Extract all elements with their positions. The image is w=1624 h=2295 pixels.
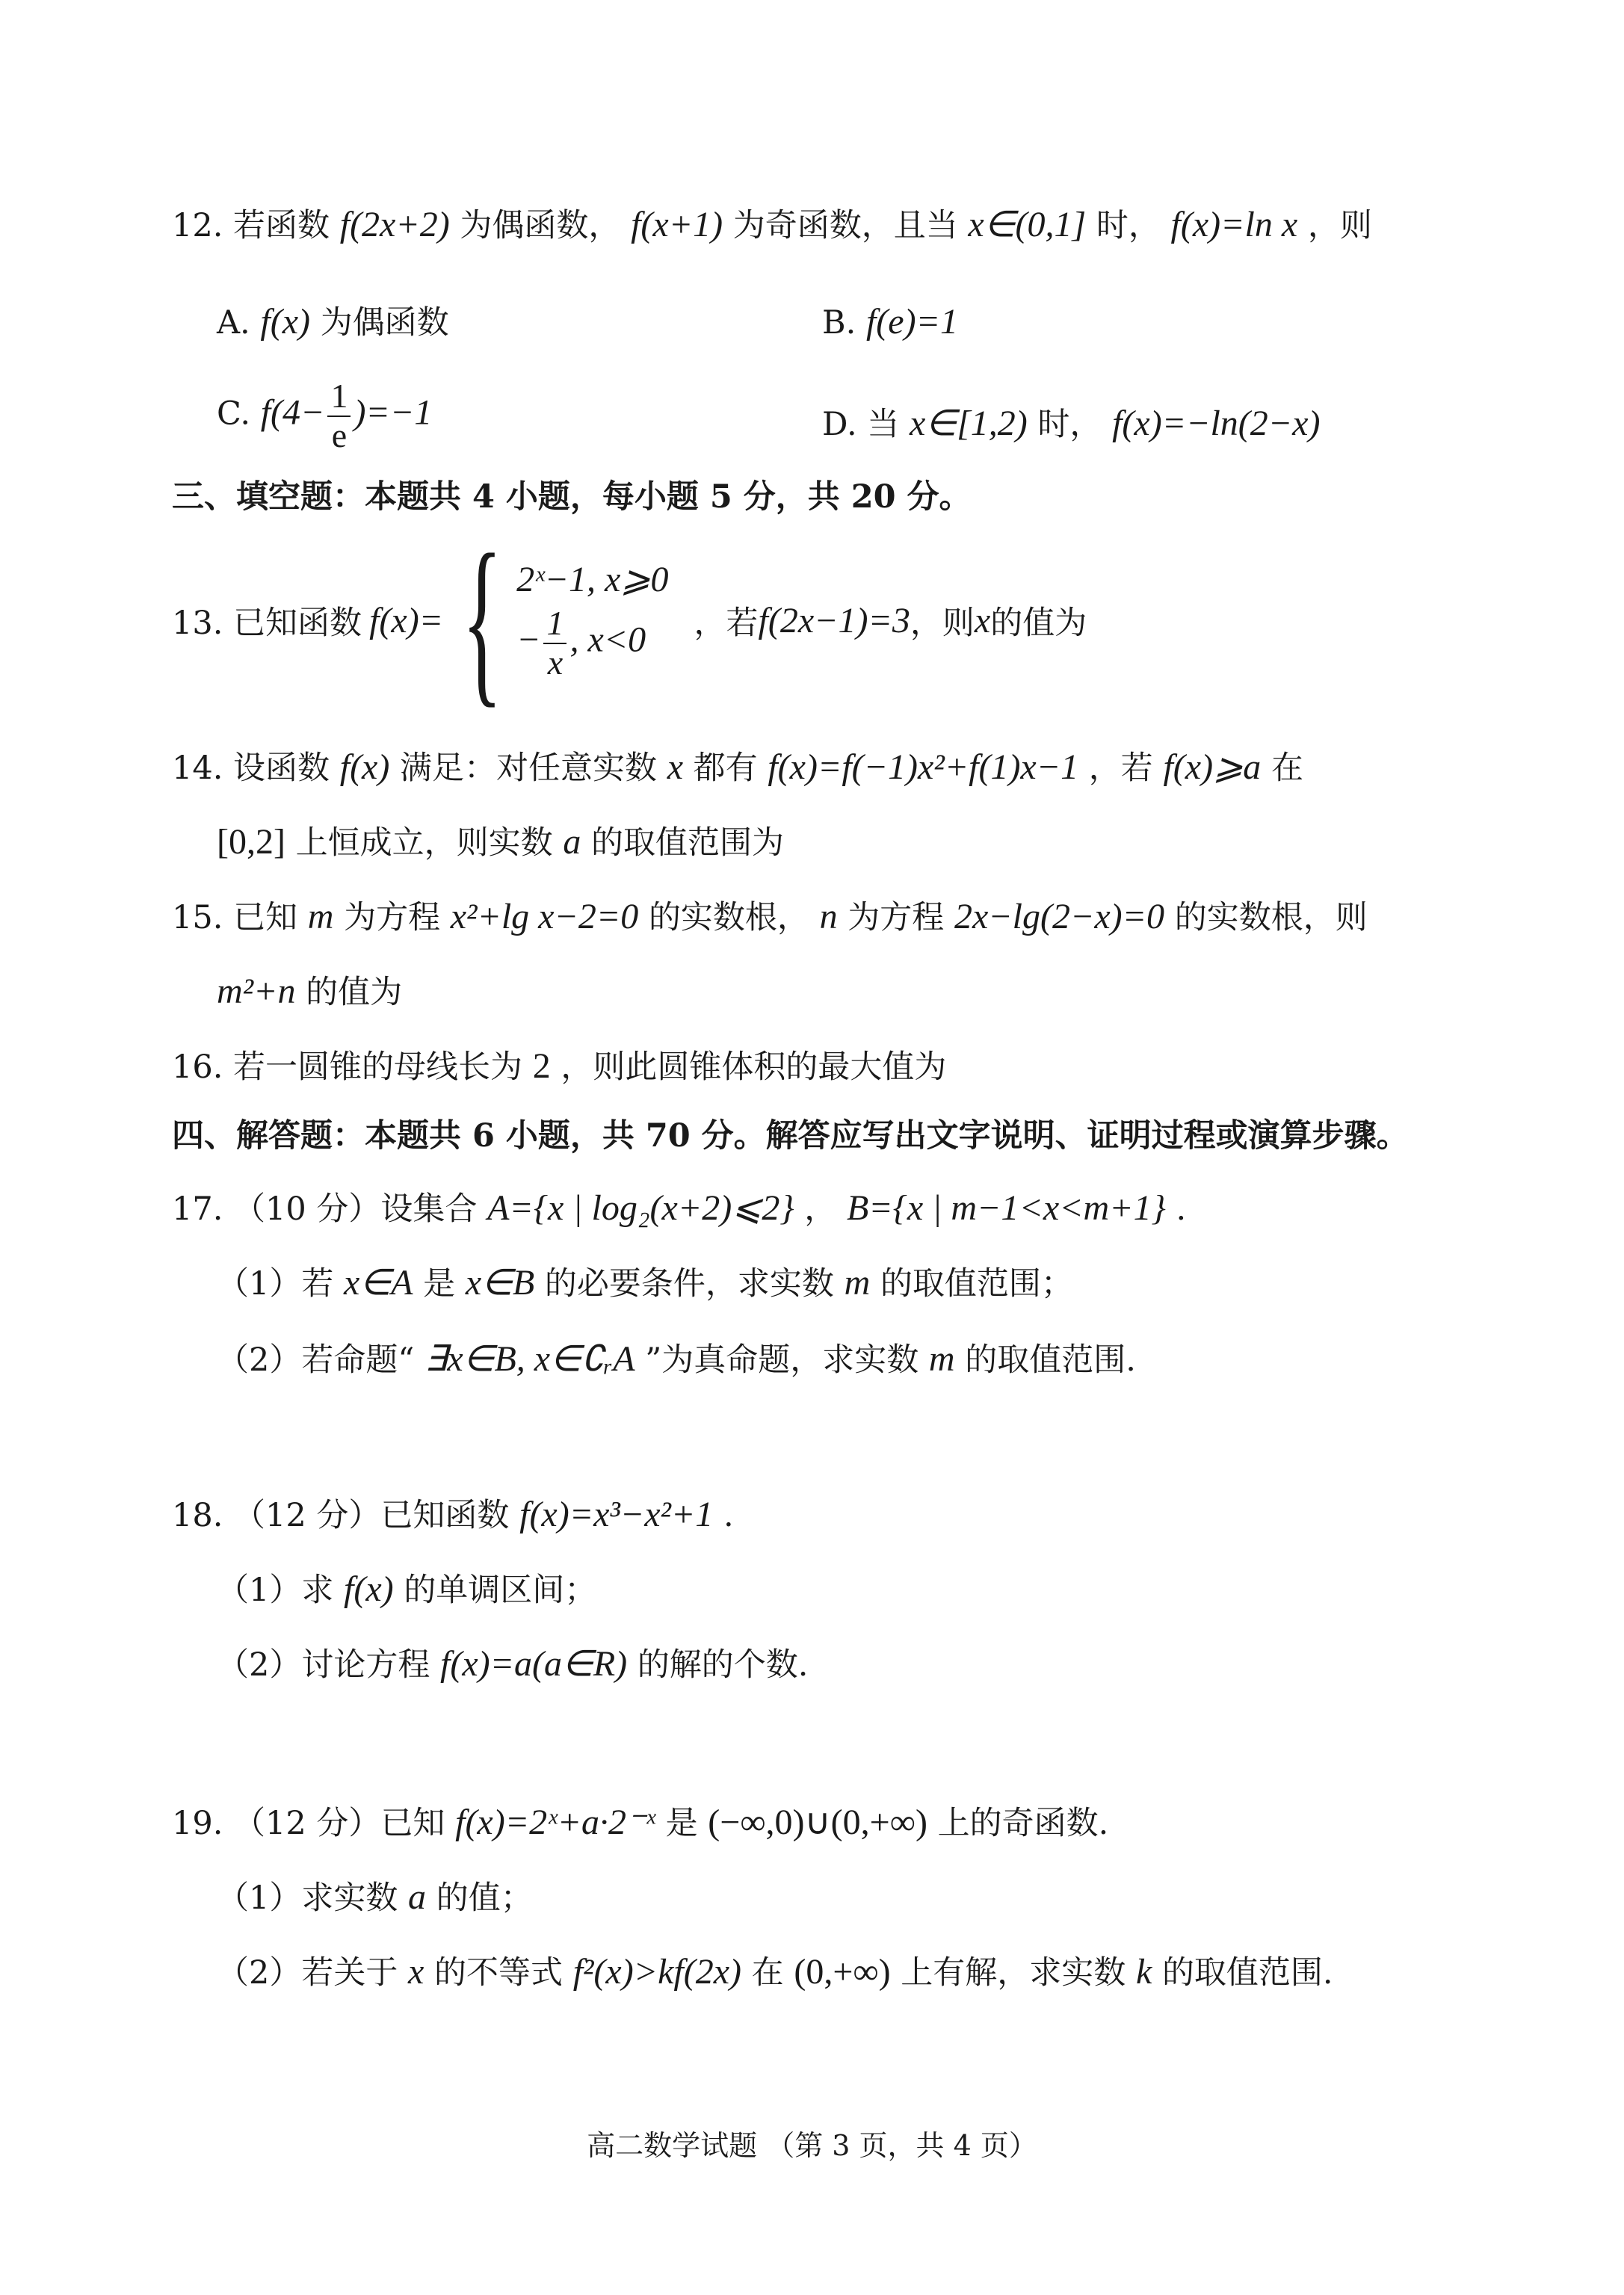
- q18-part2: （2）讨论方程 f(x)=a(a∈R) 的解的个数.: [217, 1644, 809, 1684]
- q16-stem: 16. 若一圆锥的母线长为 2 ，则此圆锥体积的最大值为: [172, 1046, 947, 1086]
- q12-option-b: B. f(e)=1: [822, 302, 958, 342]
- q17-part1: （1）若 x∈A 是 x∈B 的必要条件，求实数 m 的取值范围；: [217, 1263, 1073, 1303]
- q18-part1: （1）求 f(x) 的单调区间；: [217, 1569, 597, 1609]
- section4-heading: 四、解答题：本题共 6 小题，共 70 分。解答应写出文字说明、证明过程或演算步骤。: [172, 1117, 1409, 1155]
- q13-cases: 2ˣ−1, x⩾0 − $\frac{1}{x}$ , x<0: [516, 560, 669, 682]
- q12-stem: 12. 若函数 f(2x+2) 为偶函数， f(x+1) 为奇函数，且当 x∈(0,1] 时， f(x)=ln x ，则: [172, 205, 1372, 244]
- q12-option-c-fraction: $\frac{1}{e}$: [327, 377, 351, 454]
- q19-stem: 19. （12 分）已知 f(x)=2ˣ+a·2⁻ˣ 是 (−∞,0)∪(0,+∞) 上的奇函数.: [172, 1803, 1109, 1842]
- section3-heading: 三、填空题：本题共 4 小题，每小题 5 分，共 20 分。: [172, 478, 972, 516]
- q17-stem: 17. （10 分）设集合 A={x | log₂(x+2)⩽2} ， B={x | m−1<x<m+1} .: [172, 1188, 1187, 1228]
- q14-stem: 14. 设函数 f(x) 满足：对任意实数 x 都有 f(x)=f(−1)x²+f(1)x−1 ，若 f(x)⩾a 在: [172, 747, 1303, 787]
- q17-part2: （2）若命题“ ∃x∈B, x∈∁ᵣA ”为真命题，求实数 m 的取值范围.: [217, 1339, 1136, 1379]
- q13-case2: − $\frac{1}{x}$ , x<0: [516, 604, 646, 682]
- q13-stem: 13. 已知函数 f(x)= { 2ˣ−1, x⩾0 − $\frac{1}{x}$ , x<0 ，若 f(2x−1)=3 ，则 x 的值为: [172, 516, 1087, 723]
- q13-brace: {: [462, 516, 503, 723]
- q18-stem: 18. （12 分）已知函数 f(x)=x³−x²+1 .: [172, 1495, 734, 1534]
- q19-part2: （2）若关于 x 的不等式 f²(x)>kf(2x) 在 (0,+∞) 上有解，求实数 k 的取值范围.: [217, 1952, 1333, 1992]
- q12-option-c: C. f(4− $\frac{1}{e}$ )=−1: [217, 377, 433, 454]
- q14-stem-cont: [0,2] 上恒成立，则实数 a 的取值范围为: [217, 822, 784, 862]
- q19-part1: （1）求实数 a 的值；: [217, 1877, 533, 1917]
- q12-option-d: D. 当 x∈[1,2) 时， f(x)=−ln(2−x): [822, 404, 1321, 443]
- q15-stem: 15. 已知 m 为方程 x²+lg x−2=0 的实数根， n 为方程 2x−lg(2−x)=0 的实数根，则: [172, 897, 1368, 936]
- q15-stem-cont: m²+n 的值为: [217, 972, 403, 1011]
- page-footer: 高二数学试题 （第 3 页，共 4 页）: [587, 2129, 1037, 2162]
- q12-option-a: A. f(x) 为偶函数: [217, 302, 449, 342]
